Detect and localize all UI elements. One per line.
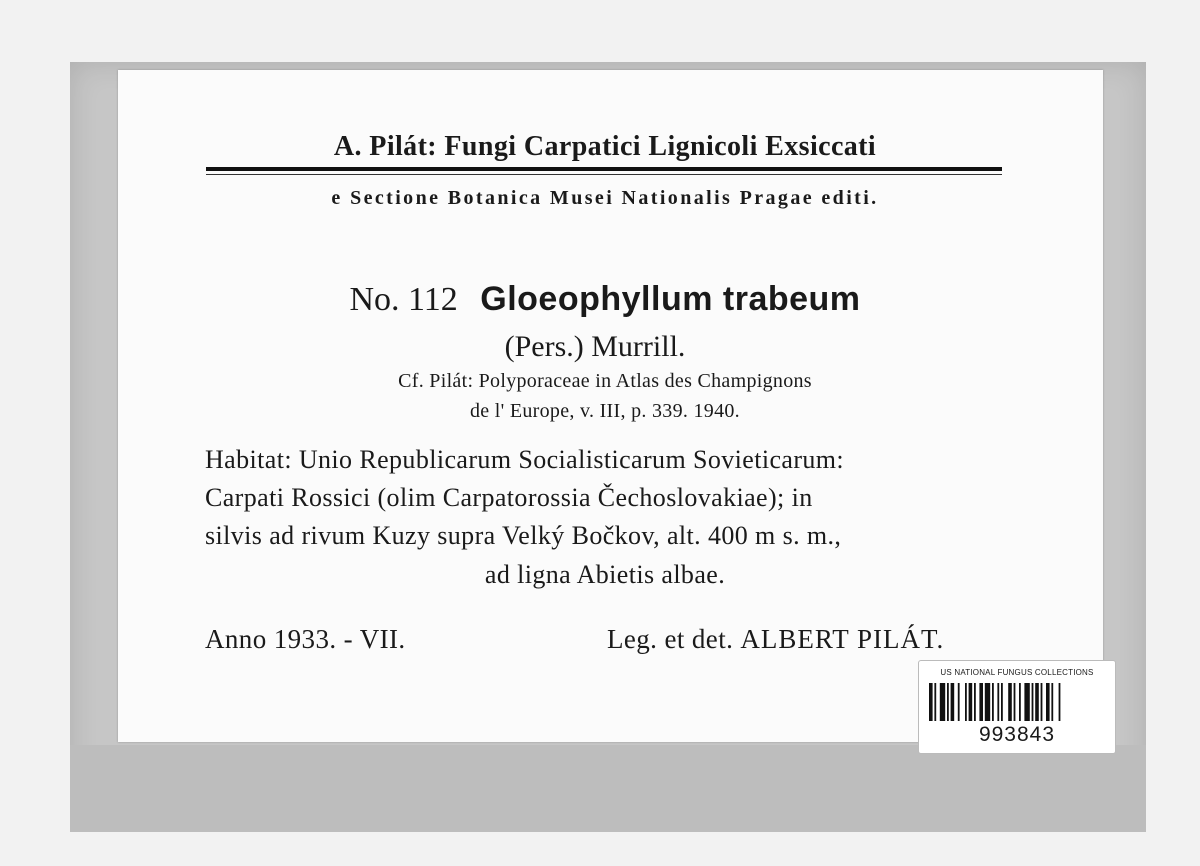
barcode-bar [1032,683,1034,721]
barcode-bar [929,683,933,721]
barcode-bar [969,683,973,721]
habitat-line-1: Habitat: Unio Republicarum Socialisticarum Sovieticarum: [205,445,845,474]
barcode-bar [965,683,967,721]
specimen-heading [0,280,1200,319]
barcode-bar [951,683,955,721]
title-rule-thin [206,174,1002,175]
barcode-bar [958,683,960,721]
barcode-bar [1051,683,1053,721]
species-authority: (Pers.) Murrill. [504,330,686,363]
barcode-bar [1059,683,1061,721]
barcode-bar [947,683,949,721]
barcode-bar [1041,683,1043,721]
collector-name: ALBERT PILÁT. [740,624,945,654]
barcode-bar [997,683,999,721]
barcode-bar [1014,683,1016,721]
series-subtitle: e Sectione Botanica Musei Nationalis Pragae editi. [331,187,879,209]
barcode-bar [979,683,983,721]
barcode-label [918,660,1116,754]
barcode-bars [929,683,1105,721]
barcode-bar [974,683,976,721]
barcode-bar [1024,683,1029,721]
collection-date: Anno 1933. - VII. [205,624,406,654]
habitat-line-3: silvis ad rivum Kuzy supra Velký Bočkov, alt. 400 m s. m., [205,521,842,550]
reference-line-1: Cf. Pilát: Polyporaceae in Atlas des Champignons [398,370,812,392]
leg-prefix: Leg. et det. [607,624,734,654]
barcode-bar [1019,683,1021,721]
habitat-line-4: ad ligna Abietis albae. [484,560,726,589]
barcode-bar [1001,683,1003,721]
barcode-bar [1008,683,1012,721]
species-name: Gloeophyllum trabeum [480,280,861,318]
barcode-number: 993843 [978,723,1056,746]
barcode-bar [985,683,990,721]
collector-line [607,624,944,655]
barcode-bar [934,683,936,721]
habitat-line-2: Carpati Rossici (olim Carpatorossia Čechoslovakiae); in [205,483,813,512]
barcode-bar [992,683,994,721]
barcode-bar [1046,683,1050,721]
barcode-bar [940,683,945,721]
backing-band [70,745,1146,832]
barcode-bar [1035,683,1039,721]
reference-line-2: de l' Europe, v. III, p. 339. 1940. [470,400,740,422]
title-rule-thick [206,167,1002,171]
series-title: A. Pilát: Fungi Carpatici Lignicoli Exsiccati [333,131,877,162]
specimen-number: No. 112 [349,281,458,318]
barcode-header: US NATIONAL FUNGUS COLLECTIONS [940,668,1094,677]
